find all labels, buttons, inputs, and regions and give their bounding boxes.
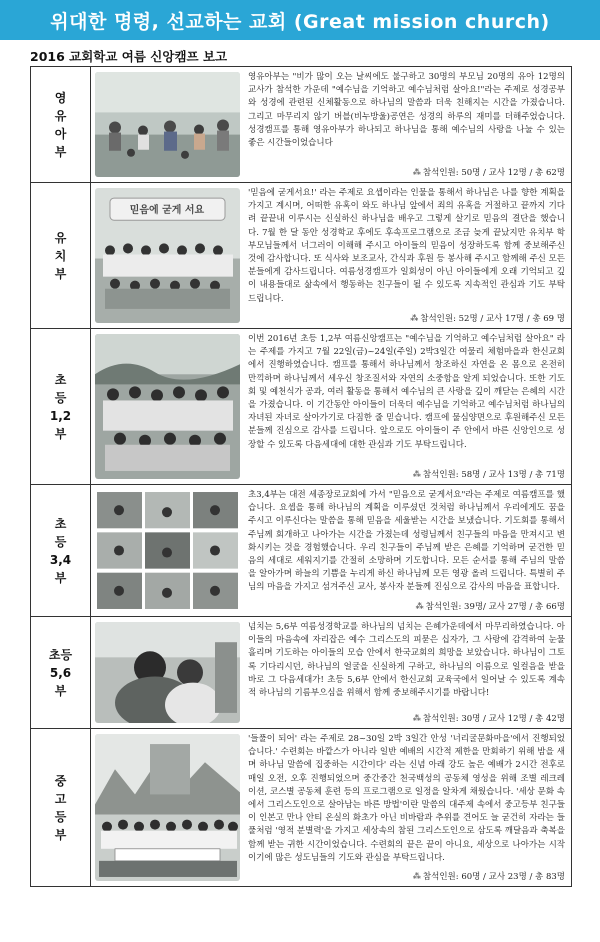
section-row-kindergarten <box>31 183 571 329</box>
report-table <box>30 66 572 887</box>
section-row-elementary-5-6 <box>31 617 571 729</box>
attendance-stats <box>248 469 565 481</box>
photo-banner-text: 믿음에 굳게 서요 <box>129 205 205 217</box>
photo-elementary-3-4-collage <box>95 490 240 611</box>
people-icon: ⁂ <box>415 602 424 611</box>
photo-elementary-1-2-camp <box>95 334 240 479</box>
dept-label: 초등 5,6 부 <box>31 617 91 728</box>
section-text: '믿음에 굳게서요!' 라는 주제로 요셉이라는 인물을 통해서 하나님은 나를 향한 계획을 가지고 계시며, 어떠한 유혹이 와도 하나님 앞에서 죄의 유혹을 거절하고 끝까지 기다려 끝끝내 이루시는 신실하신 하나님을 배우고 그렇게 살기로 믿음의 결단을 했습니다. 7월 한 달 동안 성경학교 후에도 후속프로그램으로 조금 늦게 끝났지만 유치부 학부모님들께서 너그러이 이해해 주시고 아이들의 믿음이 성장하도록 함께 중보해주신 것에 감사합니다. 또 식사와 보조교사, 간식과 후원 등 봉사해 주시고 함께해 주신 모든 분들에게 감사드립니다. 여름성경캠프가 일회성이 아닌 아이들에게 오래 기억되고 깊이 내용들대로 삶속에서 행동하는 친구들이 될 수 있도록 지속적인 관심과 기도 부탁드립니다. <box>248 188 565 304</box>
section-content <box>244 183 571 328</box>
attendance-text: 참석인원: 52명 / 교사 17명 / 총 69 명 <box>420 314 565 324</box>
attendance-stats <box>248 167 565 179</box>
photo-infant-camp <box>95 72 240 177</box>
section-content <box>244 485 571 616</box>
attendance-stats <box>248 713 565 725</box>
section-text: 초3,4부는 대전 세종장로교회에 가서 "믿음으로 굳게서요"라는 주제로 여름캠프를 했습니다. 요셉을 통해 하나님의 계획을 이루셨던 것처럼 하나님께서 우리에게도 꿈을 주시고 이루신다는 말씀을 통해 믿음을 세울받는 시간을 보냈습니다. 기도회를 통해서 주님께 회개하고 나아가는 시간을 가졌는데 성령님께서 친구들의 마음을 만져시고 변화시키는 것을 경험했습니다. 우리 친구들이 주님께 받은 은혜를 기억하며 굳건한 믿음의 세대로 세워지기를 간절히 소망하며 기도합니다. 모든 순서를 통해 주님의 말씀을 알아가며 하늘의 기쁨을 누리게 하신 하나님께 모든 영광 올려 드립니다. 특별히 주님의 마음을 가지고 섬겨주신 교사, 봉사자 분들께 진심으로 감사의 마음을 표합니다. <box>248 490 565 593</box>
dept-label: 초 등 3,4 부 <box>31 485 91 616</box>
photo-frame <box>91 67 244 182</box>
section-text: '들풀이 되어' 라는 주제로 28~30일 2박 3일간 안성 '너리굴문화마을'에서 진행되었습니다.' 수련회는 바깥스가 아니라 일반 예배의 시간적 제한을 만회하기 위해 밤을 새며 하나님 말씀에 집중하는 시간이다' 라는 신념 아래 강도 높은 예배가 2시간 전후로 매일 오전, 오후 진행되었으며 중간중간 천국백성의 공동체 영성을 위해 조별 레크레이션, 코스별 공동체 훈련 등의 프로그램으로 일정을 알차게 채웠습니다. '세상 문화 속에서 그리스도인으로 살아남는 바른 방법'이란 말씀의 대주제 속에서 중고등부 친구들이 인본고 만나 안티 온실의 화초가 아닌 비바람과 추위를 견어도 늘 굳건히 자라는 들풀처럼 '영적 분별력'을 가지고 세상속의 참된 그리스도인으로 삼도록 깨달음과 축복을 함께 받는 귀한 시간이었습니다. 수련회의 끝은 끝이 아니요, 세상으로 나아가는 시작이기에 많은 성도님들의 기도와 관심을 부탁드립니다. <box>248 734 565 863</box>
attendance-stats <box>248 871 565 883</box>
attendance-stats <box>248 601 565 613</box>
section-text: 이번 2016년 초등 1,2부 여름신앙캠프는 "예수님을 기억하고 예수님처럼 살아요" 라는 주제를 가지고 7월 22일(금)~24일(주일) 2박3일간 여물리 체험마을과 한신교회에서 진행하였습니다. 캠프를 통해서 하나님께서 창조하신 자연을 온 몸으로 온전히 만끽하며 하나님께서 세우신 창조질서와 자연의 소중함을 알게 되었습니다. 또한 기도회 및 예천식가 공과, 여러 활동을 통해서 예수님의 큰 사랑을 깊이 깨닫는 은혜의 시간을 가졌습니다. 이 기간동안 아이들이 더욱더 예수님을 기억하고 예수님처럼 하나님의 자녀된 자녀로 살아가기로 다짐한 줄 믿습니다. 캠프에 물심양면으로 후원해주신 모든 분들께 진심으로 감사를 드립니다. 앞으로도 아이들이 주 안에서 바른 신앙인으로 성장할 수 있도록 다음세대에 대한 관심과 기도 부탁드립니다. <box>248 334 565 450</box>
people-icon: ⁂ <box>412 714 421 723</box>
attendance-stats <box>248 313 565 325</box>
section-content <box>244 329 571 484</box>
dept-label: 영 유 아 부 <box>31 67 91 182</box>
page-banner: 위대한 명령, 선교하는 교회 (Great mission church) <box>0 0 600 40</box>
photo-kindergarten-camp <box>95 188 240 323</box>
dept-label: 중 고 등 부 <box>31 729 91 886</box>
section-content <box>244 67 571 182</box>
dept-label: 유 치 부 <box>31 183 91 328</box>
photo-frame <box>91 617 244 728</box>
photo-elementary-5-6-camp <box>95 622 240 723</box>
section-row-elementary-3-4 <box>31 485 571 617</box>
attendance-text: 참석인원: 60명 / 교사 23명 / 총 83명 <box>422 872 565 882</box>
section-content <box>244 617 571 728</box>
photo-frame <box>91 729 244 886</box>
people-icon: ⁂ <box>412 872 421 881</box>
attendance-text: 참석인원: 39명/ 교사 27명 / 총 66명 <box>425 602 565 612</box>
people-icon: ⁂ <box>412 168 421 177</box>
people-icon: ⁂ <box>410 314 419 323</box>
report-title: 2016 교회학교 여름 신앙캠프 보고 <box>30 49 228 64</box>
attendance-text: 참석인원: 58명 / 교사 13명 / 총 71명 <box>422 470 565 480</box>
photo-youth-retreat <box>95 734 240 881</box>
section-row-youth <box>31 729 571 887</box>
photo-frame <box>91 183 244 328</box>
section-text: 영유아부는 "비가 많이 오는 날씨에도 불구하고 30명의 부모님 20명의 유아 12명의 교사가 참석한 가운데 "예수님을 기억하고 예수님처럼 살아요!"라는 주제로 성경공부와 성경에 관련된 신체활동으로 하나님의 말씀과 더욱 친해지는 시간을 가졌습니다. 그리고 마무리지 않기 버블(비누방울)공연은 성경의 하루의 재미를 더해주었습니다. 성경캠프를 통해 영유아부가 하나되고 하나님을 통해 예수님의 사랑을 나눌 수 있는 좋은 시간들이었습니다 <box>248 72 565 149</box>
section-content <box>244 729 571 886</box>
attendance-text: 참석인원: 30명 / 교사 12명 / 총 42명 <box>422 714 565 724</box>
section-row-elementary-1-2 <box>31 329 571 485</box>
attendance-text: 참석인원: 50명 / 교사 12명 / 총 62명 <box>422 168 565 178</box>
section-text: 넘치는 5,6부 여름성경학교를 하나님의 넘치는 은혜가운데에서 마무리하였습니다. 아이들의 마음속에 자리잡은 예수 그리스도의 피묻은 십자가, 그 사랑에 감격하여 눈물 흘리며 기도하는 아이들의 모습 안에서 한국교회의 희망을 보았습니다. 하나님이 그토록 기다리시던, 하나님의 얼굴을 신실하게 구하고, 하나님의 이름으로 일컬음을 받을 바로 그 다음세대가! 초등 5,6부 안에서 한신교회 교육국에서 일어날 수 있도록 계속적 하나님의 기름부으심을 위해서 함께 중보해주시기를 바랍니다! <box>248 622 565 699</box>
photo-frame <box>91 329 244 484</box>
people-icon: ⁂ <box>412 470 421 479</box>
dept-label: 초 등 1,2 부 <box>31 329 91 484</box>
section-row-infant <box>31 67 571 183</box>
photo-frame <box>91 485 244 616</box>
